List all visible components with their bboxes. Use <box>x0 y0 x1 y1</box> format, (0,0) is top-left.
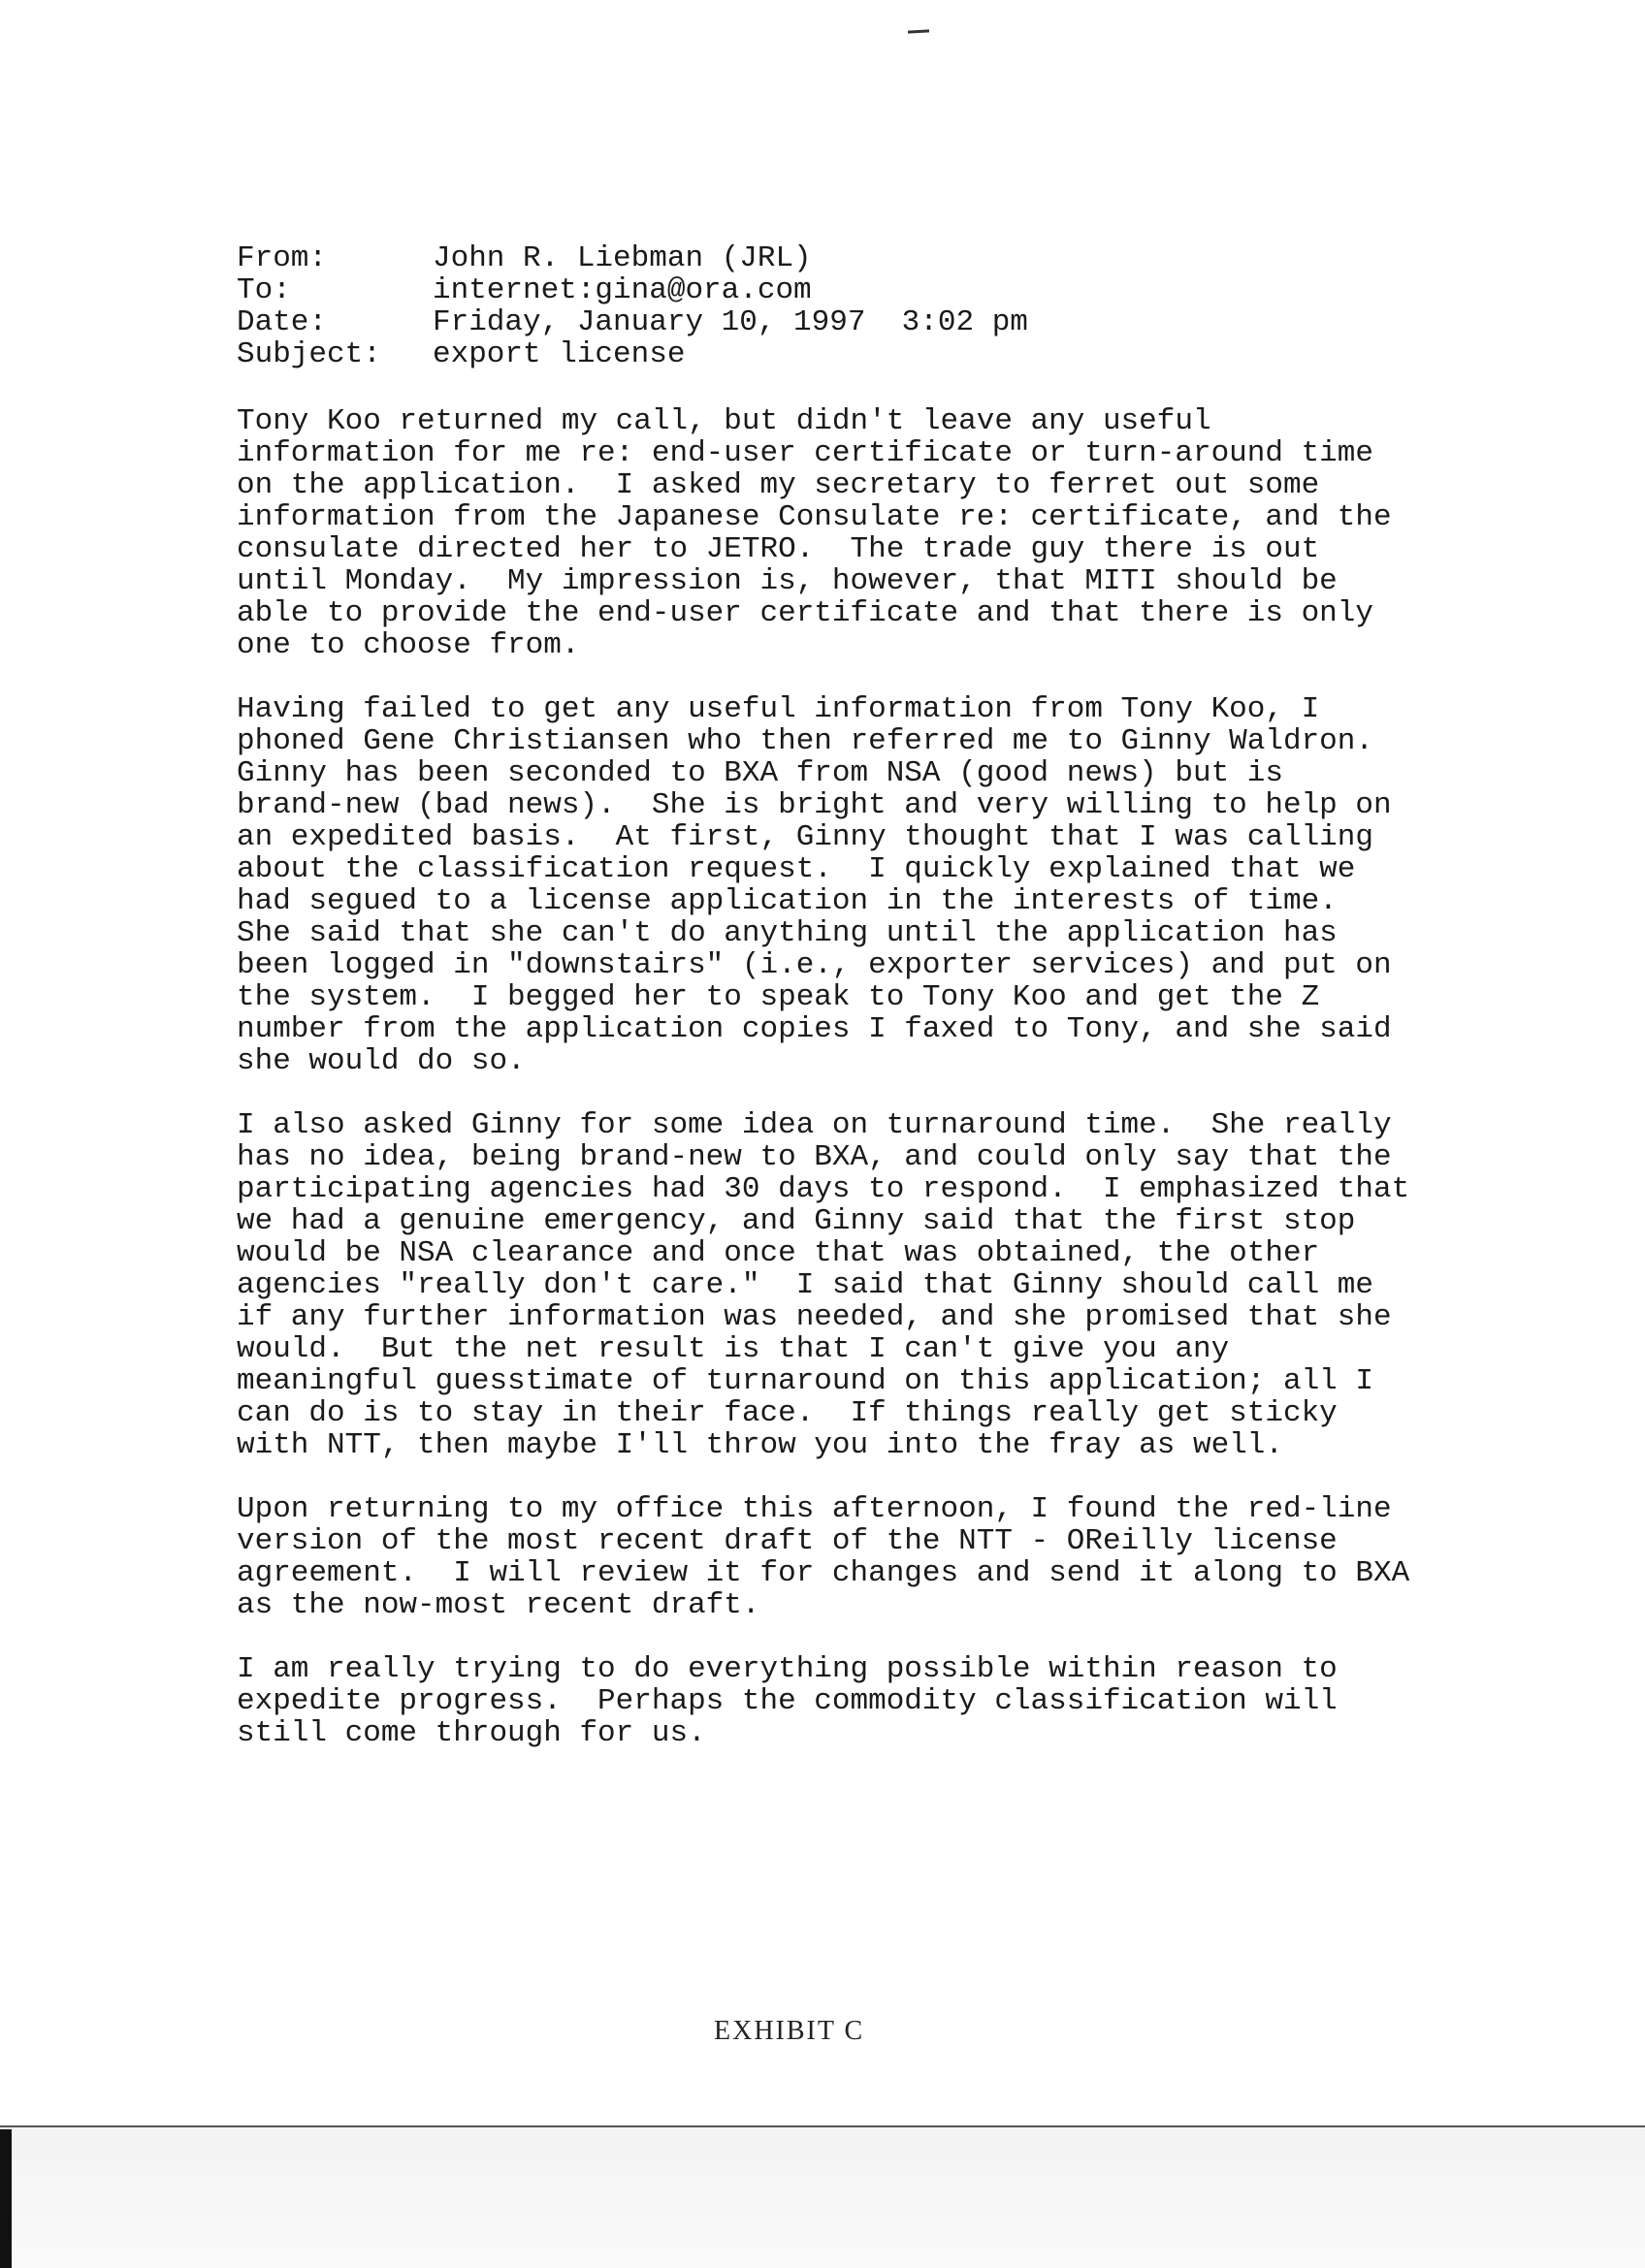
memo-line: information for me re: end-user certificate or turn-around time <box>237 436 1373 470</box>
memo-line: has no idea, being brand-new to BXA, and could only say that the <box>237 1140 1392 1174</box>
memo-line: version of the most recent draft of the NTT - OReilly license <box>237 1524 1338 1558</box>
memo-line: still come through for us. <box>237 1716 706 1750</box>
header-date-label: Date: <box>237 305 328 339</box>
header-from-label: From: <box>237 241 328 275</box>
header-to-value: internet:gina@ora.com <box>433 273 812 307</box>
memo-line: would. But the net result is that I can't give you any <box>237 1332 1230 1366</box>
header-date-value: Friday, January 10, 1997 3:02 pm <box>433 305 1028 339</box>
scan-background <box>0 2127 1645 2268</box>
header-subject-label: Subject: <box>237 337 381 371</box>
memo-line: information from the Japanese Consulate re: certificate, and the <box>237 500 1392 534</box>
header-date <box>237 306 1028 338</box>
exhibit-label: EXHIBIT C <box>714 2016 865 2046</box>
scan-shadow <box>0 2129 12 2268</box>
memo-line: would be NSA clearance and once that was obtained, the other <box>237 1236 1320 1270</box>
memo-paragraph <box>237 693 1595 1077</box>
memo-line: Tony Koo returned my call, but didn't leave any useful <box>237 404 1211 438</box>
memo-line: about the classification request. I quickly explained that we <box>237 852 1356 886</box>
memo-line: phoned Gene Christiansen who then referred me to Ginny Waldron. <box>237 724 1373 758</box>
scan-mark <box>908 29 929 33</box>
header-subject <box>237 338 1028 370</box>
memo-line: consulate directed her to JETRO. The trade guy there is out <box>237 532 1320 566</box>
memo-line: can do is to stay in their face. If things really get sticky <box>237 1396 1338 1430</box>
header-from <box>237 242 1028 274</box>
memo-line: She said that she can't do anything until the application has <box>237 916 1338 950</box>
memo-paragraph <box>237 405 1595 661</box>
memo-line: brand-new (bad news). She is bright and very willing to help on <box>237 788 1392 822</box>
memo-line: we had a genuine emergency, and Ginny said that the first stop <box>237 1204 1356 1238</box>
memo-line: with NTT, then maybe I'll throw you into the fray as well. <box>237 1428 1283 1462</box>
header-subject-value: export license <box>433 337 686 371</box>
memo-line: I also asked Ginny for some idea on turnaround time. She really <box>237 1108 1392 1142</box>
header-to <box>237 274 1028 306</box>
memo-line: meaningful guesstimate of turnaround on this application; all I <box>237 1364 1373 1398</box>
memo-line: she would do so. <box>237 1044 526 1078</box>
memo-header <box>237 242 1028 370</box>
memo-line: Ginny has been seconded to BXA from NSA (good news) but is <box>237 756 1283 790</box>
memo-line: I am really trying to do everything possible within reason to <box>237 1652 1338 1686</box>
memo-line: expedite progress. Perhaps the commodity classification will <box>237 1684 1338 1718</box>
memo-line: participating agencies had 30 days to respond. I emphasized that <box>237 1172 1410 1206</box>
memo-line: until Monday. My impression is, however, that MITI should be <box>237 564 1338 598</box>
memo-line: number from the application copies I faxed to Tony, and she said <box>237 1012 1392 1046</box>
memo-line: able to provide the end-user certificate and that there is only <box>237 596 1373 630</box>
header-from-value: John R. Liebman (JRL) <box>433 241 812 275</box>
memo-line: been logged in "downstairs" (i.e., exporter services) and put on <box>237 948 1392 982</box>
memo-line: an expedited basis. At first, Ginny thought that I was calling <box>237 820 1373 854</box>
memo-line: Having failed to get any useful information from Tony Koo, I <box>237 692 1320 726</box>
memo-line: agencies "really don't care." I said that Ginny should call me <box>237 1268 1373 1302</box>
memo-line: agreement. I will review it for changes and send it along to BXA <box>237 1556 1410 1590</box>
memo-line: had segued to a license application in the interests of time. <box>237 884 1338 918</box>
header-to-label: To: <box>237 273 291 307</box>
memo-body <box>237 405 1595 1781</box>
memo-line: if any further information was needed, and she promised that she <box>237 1300 1392 1334</box>
memo-paragraph <box>237 1493 1595 1621</box>
memo-paragraph <box>237 1653 1595 1749</box>
memo-line: Upon returning to my office this afternoon, I found the red-line <box>237 1492 1392 1526</box>
memo-line: the system. I begged her to speak to Tony Koo and get the Z <box>237 980 1320 1014</box>
memo-paragraph <box>237 1109 1595 1461</box>
memo-line: as the now-most recent draft. <box>237 1588 760 1622</box>
memo-line: one to choose from. <box>237 628 580 662</box>
memo-line: on the application. I asked my secretary to ferret out some <box>237 468 1320 502</box>
